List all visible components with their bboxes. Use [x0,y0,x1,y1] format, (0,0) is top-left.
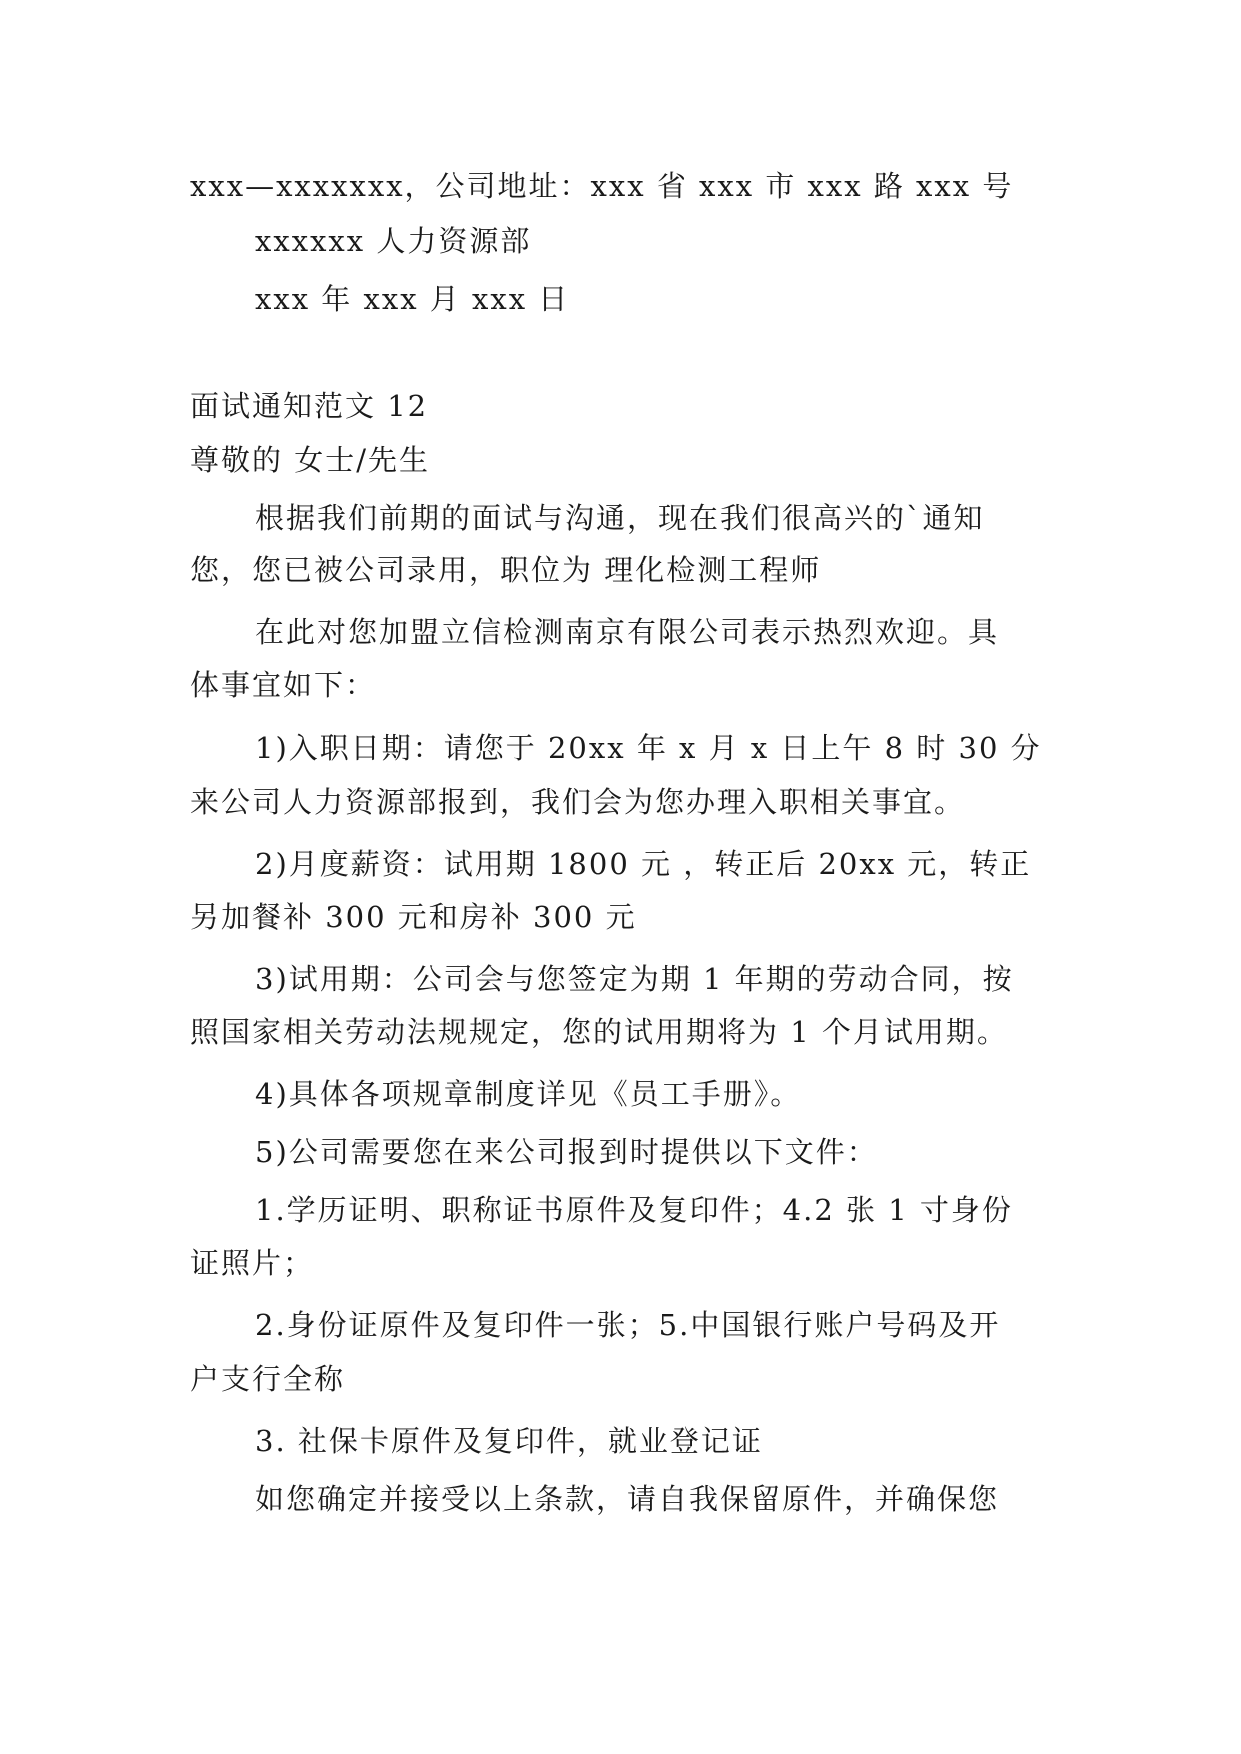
body-paragraph-line: 如您确定并接受以上条款，请自我保留原件，并确保您 [255,1482,1000,1516]
body-paragraph-line: 根据我们前期的面试与沟通，现在我们很高兴的`通知 [255,501,985,535]
list-item-line: 3)试用期：公司会与您签定为期 1 年期的劳动合同，按 [255,962,1014,996]
salutation: 尊敬的 女士/先生 [190,443,430,477]
body-paragraph-line: 体事宜如下： [190,668,377,702]
list-item-line: 照国家相关劳动法规规定，您的试用期将为 1 个月试用期。 [190,1015,1008,1049]
document-item-line: 3. 社保卡原件及复印件，就业登记证 [255,1424,763,1458]
company-contact-line: xxx—xxxxxxx，公司地址：xxx 省 xxx 市 xxx 路 xxx 号 [190,169,1014,203]
document-item-line: 证照片； [190,1246,315,1280]
list-item-line: 4)具体各项规章制度详见《员工手册》。 [255,1077,802,1111]
list-item-line: 5)公司需要您在来公司报到时提供以下文件： [255,1135,878,1169]
body-paragraph-line: 在此对您加盟立信检测南京有限公司表示热烈欢迎。具 [255,615,1000,649]
document-item-line: 2.身份证原件及复印件一张；5.中国银行账户号码及开 [255,1308,1001,1342]
list-item-line: 1)入职日期：请您于 20xx 年 x 月 x 日上午 8 时 30 分 [255,731,1042,765]
list-item-line: 另加餐补 300 元和房补 300 元 [190,900,637,934]
document-item-line: 户支行全称 [190,1362,346,1396]
body-paragraph-line: 您，您已被公司录用，职位为 理化检测工程师 [190,553,822,587]
document-item-line: 1.学历证明、职称证书原件及复印件；4.2 张 1 寸身份 [255,1193,1013,1227]
section-title: 面试通知范文 12 [190,389,429,423]
list-item-line: 来公司人力资源部报到，我们会为您办理入职相关事宜。 [190,785,966,819]
signature-date: xxx 年 xxx 月 xxx 日 [255,282,570,316]
list-item-line: 2)月度薪资：试用期 1800 元 ，转正后 20xx 元，转正 [255,847,1032,881]
signature-department: xxxxxx 人力资源部 [255,224,532,258]
